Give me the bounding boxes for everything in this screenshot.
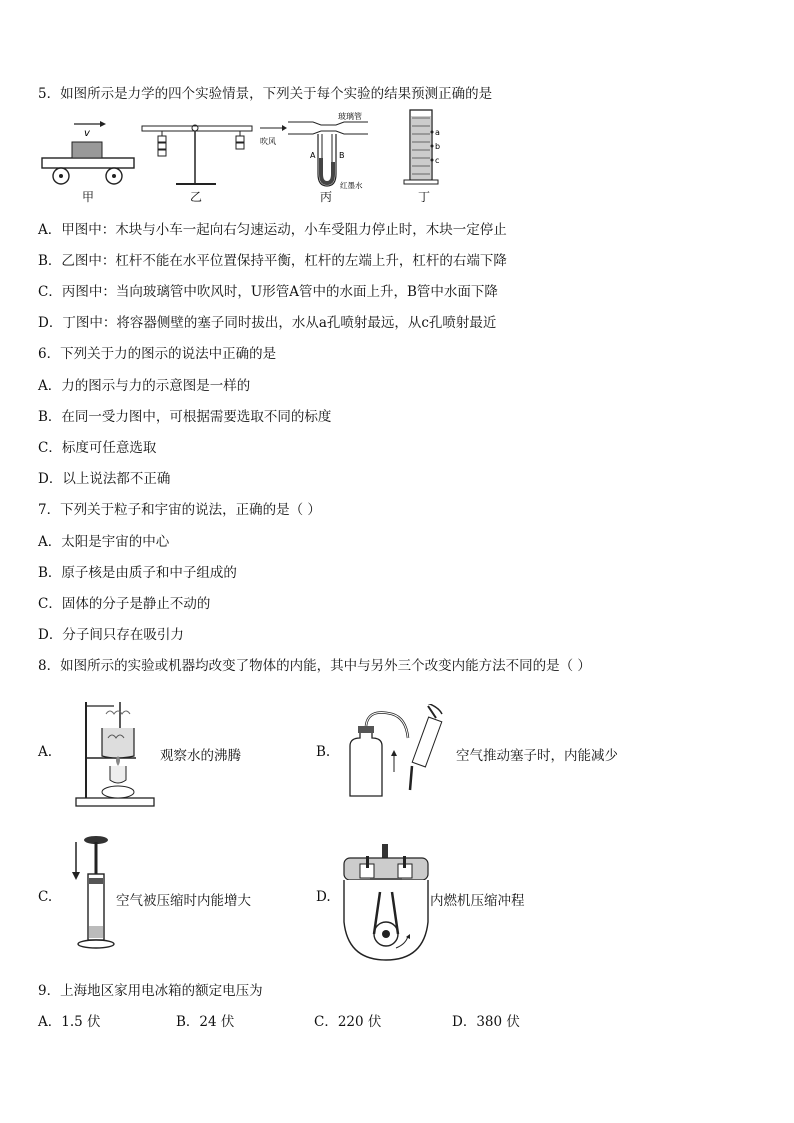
hole-a-label: a bbox=[435, 128, 440, 137]
lever-figure bbox=[142, 125, 252, 184]
hole-b-label: b bbox=[435, 142, 441, 151]
q8-caption-c: 空气被压缩时内能增大 bbox=[116, 893, 251, 909]
q6-option-a: A．力的图示与力的示意图是一样的 bbox=[38, 378, 251, 394]
tube-B-label: B bbox=[339, 151, 345, 160]
fig-caption-yi: 乙 bbox=[190, 190, 203, 204]
q9-option-a: A．1.5 伏 bbox=[38, 1014, 101, 1030]
q7-stem: 7．下列关于粒子和宇宙的说法，正确的是（ ） bbox=[38, 502, 321, 518]
q8-caption-d: 内燃机压缩冲程 bbox=[430, 893, 525, 909]
blow-label: 吹风 bbox=[260, 137, 276, 146]
bottle-pump-figure bbox=[342, 704, 450, 800]
q6-option-c: C．标度可任意选取 bbox=[38, 440, 157, 456]
q5-option-c: C．丙图中：当向玻璃管中吹风时，U形管A管中的水面上升，B管中水面下降 bbox=[38, 284, 498, 300]
q5-stem: 5．如图所示是力学的四个实验情景，下列关于每个实验的结果预测正确的是 bbox=[38, 86, 493, 102]
boiling-apparatus-figure bbox=[72, 694, 158, 814]
hole-c-label: c bbox=[435, 156, 440, 165]
q9-stem: 9．上海地区家用电冰箱的额定电压为 bbox=[38, 983, 263, 999]
q7-option-b: B．原子核是由质子和中子组成的 bbox=[38, 565, 237, 581]
q8-letter-b: B. bbox=[316, 744, 331, 760]
q8-letter-d: D. bbox=[316, 889, 331, 905]
glass-tube-label: 玻璃管 bbox=[338, 112, 362, 121]
compression-tube-figure bbox=[66, 834, 118, 952]
u-tube-figure bbox=[260, 111, 368, 190]
q7-option-a: A．太阳是宇宙的中心 bbox=[38, 534, 170, 550]
q7-option-c: C．固体的分子是静止不动的 bbox=[38, 596, 211, 612]
red-ink-label: 红墨水 bbox=[340, 181, 363, 190]
q9-option-c: C．220 伏 bbox=[314, 1014, 382, 1030]
fig-caption-jia: 甲 bbox=[82, 190, 95, 204]
q9-option-d: D．380 伏 bbox=[452, 1014, 520, 1030]
q5-option-a: A．甲图中：木块与小车一起向右匀速运动，小车受阻力停止时，木块一定停止 bbox=[38, 222, 507, 238]
q7-option-d: D．分子间只存在吸引力 bbox=[38, 627, 184, 643]
q8-letter-c: C. bbox=[38, 889, 53, 905]
q8-stem: 8．如图所示的实验或机器均改变了物体的内能，其中与另外三个改变内能方法不同的是（ ） bbox=[38, 658, 591, 674]
q5-option-d: D．丁图中：将容器侧壁的塞子同时拔出，水从a孔喷射最远，从c孔喷射最近 bbox=[38, 315, 497, 331]
fig-caption-bing: 丙 bbox=[320, 190, 333, 204]
q8-letter-a: A. bbox=[38, 744, 53, 760]
q5-option-b: B．乙图中：杠杆不能在水平位置保持平衡，杠杆的左端上升，杠杆的右端下降 bbox=[38, 253, 507, 269]
q5-figures bbox=[38, 106, 458, 206]
fig-caption-ding: 丁 bbox=[418, 190, 431, 204]
q6-option-b: B．在同一受力图中，可根据需要选取不同的标度 bbox=[38, 409, 332, 425]
q8-caption-b: 空气推动塞子时，内能减少 bbox=[456, 748, 618, 764]
q6-option-d: D．以上说法都不正确 bbox=[38, 471, 171, 487]
velocity-label: v bbox=[84, 128, 90, 139]
container-figure bbox=[404, 110, 440, 184]
tube-A-label: A bbox=[310, 151, 316, 160]
q8-caption-a: 观察水的沸腾 bbox=[160, 748, 241, 764]
q9-option-b: B．24 伏 bbox=[176, 1014, 235, 1030]
engine-cylinder-figure bbox=[340, 842, 432, 962]
cart-figure bbox=[42, 121, 134, 184]
q6-stem: 6．下列关于力的图示的说法中正确的是 bbox=[38, 346, 277, 362]
